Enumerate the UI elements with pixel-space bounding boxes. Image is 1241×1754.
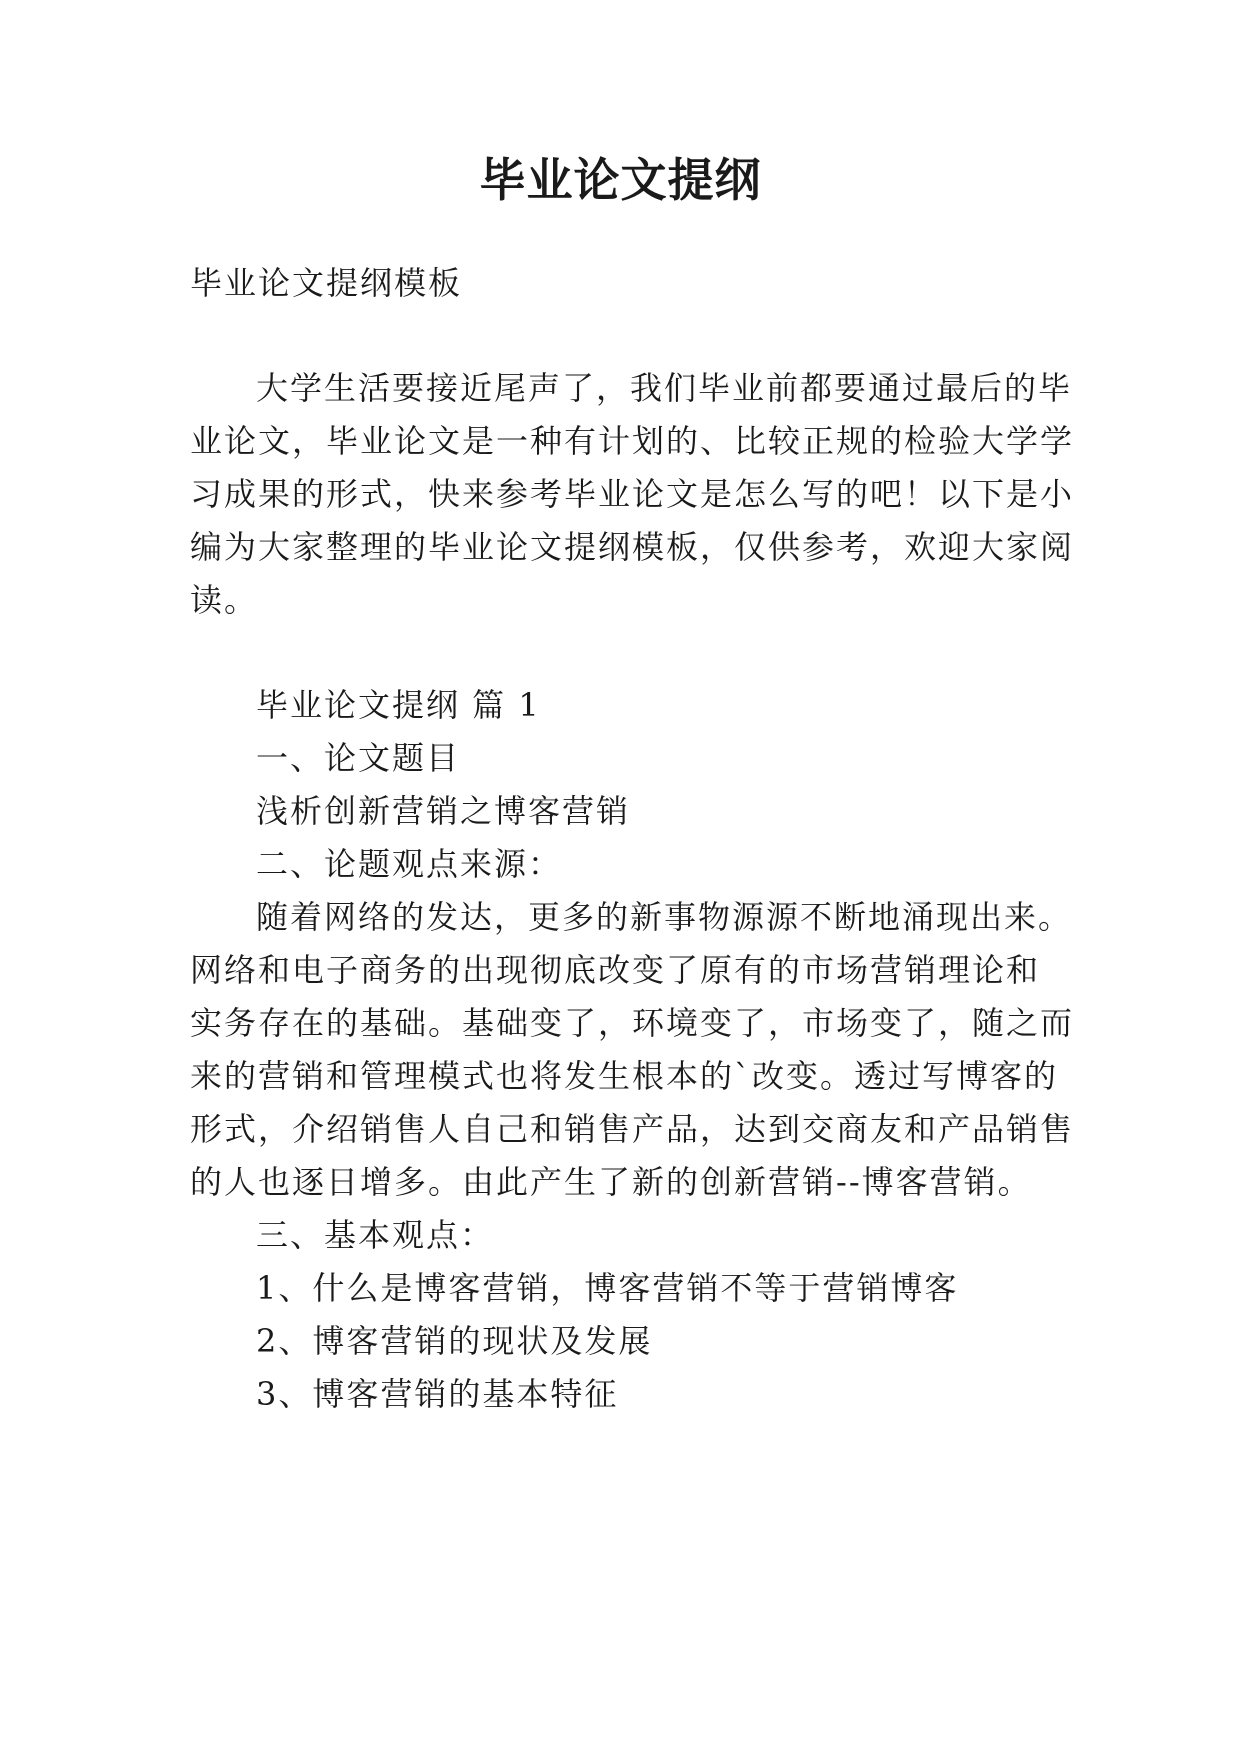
item-3-heading: 三、基本观点： — [256, 1216, 495, 1254]
intro-line: 编为大家整理的毕业论文提纲模板，仅供参考，欢迎大家阅 — [190, 528, 1075, 566]
item-1-content: 浅析创新营销之博客营销 — [256, 792, 631, 830]
item-2-line: 随着网络的发达，更多的新事物源源不断地涌现出来。 — [256, 898, 1073, 936]
intro-line: 业论文，毕业论文是一种有计划的、比较正规的检验大学学 — [190, 422, 1075, 460]
item-3-point: 3、博客营销的基本特征 — [256, 1375, 619, 1413]
intro-line: 大学生活要接近尾声了，我们毕业前都要通过最后的毕 — [256, 369, 1073, 407]
item-2-line: 来的营销和管理模式也将发生根本的`改变。透过写博客的 — [190, 1057, 1059, 1095]
document-subtitle: 毕业论文提纲模板 — [190, 264, 463, 302]
item-2-line: 网络和电子商务的出现彻底改变了原有的市场营销理论和 — [190, 951, 1041, 989]
item-2-line: 的人也逐日增多。由此产生了新的创新营销--博客营销。 — [190, 1163, 1032, 1201]
section-heading: 毕业论文提纲 篇 1 — [256, 686, 541, 724]
item-2-heading: 二、论题观点来源： — [256, 845, 563, 883]
item-2-line: 形式，介绍销售人自己和销售产品，达到交商友和产品销售 — [190, 1110, 1075, 1148]
item-3-point: 2、博客营销的现状及发展 — [256, 1322, 653, 1360]
item-3-point: 1、什么是博客营销，博客营销不等于营销博客 — [256, 1269, 959, 1307]
document-title: 毕业论文提纲 — [479, 153, 762, 207]
item-1-heading: 一、论文题目 — [256, 739, 461, 777]
intro-line: 习成果的形式，快来参考毕业论文是怎么写的吧！以下是小 — [190, 475, 1075, 513]
item-2-line: 实务存在的基础。基础变了，环境变了，市场变了，随之而 — [190, 1004, 1075, 1042]
intro-line: 读。 — [190, 581, 259, 619]
